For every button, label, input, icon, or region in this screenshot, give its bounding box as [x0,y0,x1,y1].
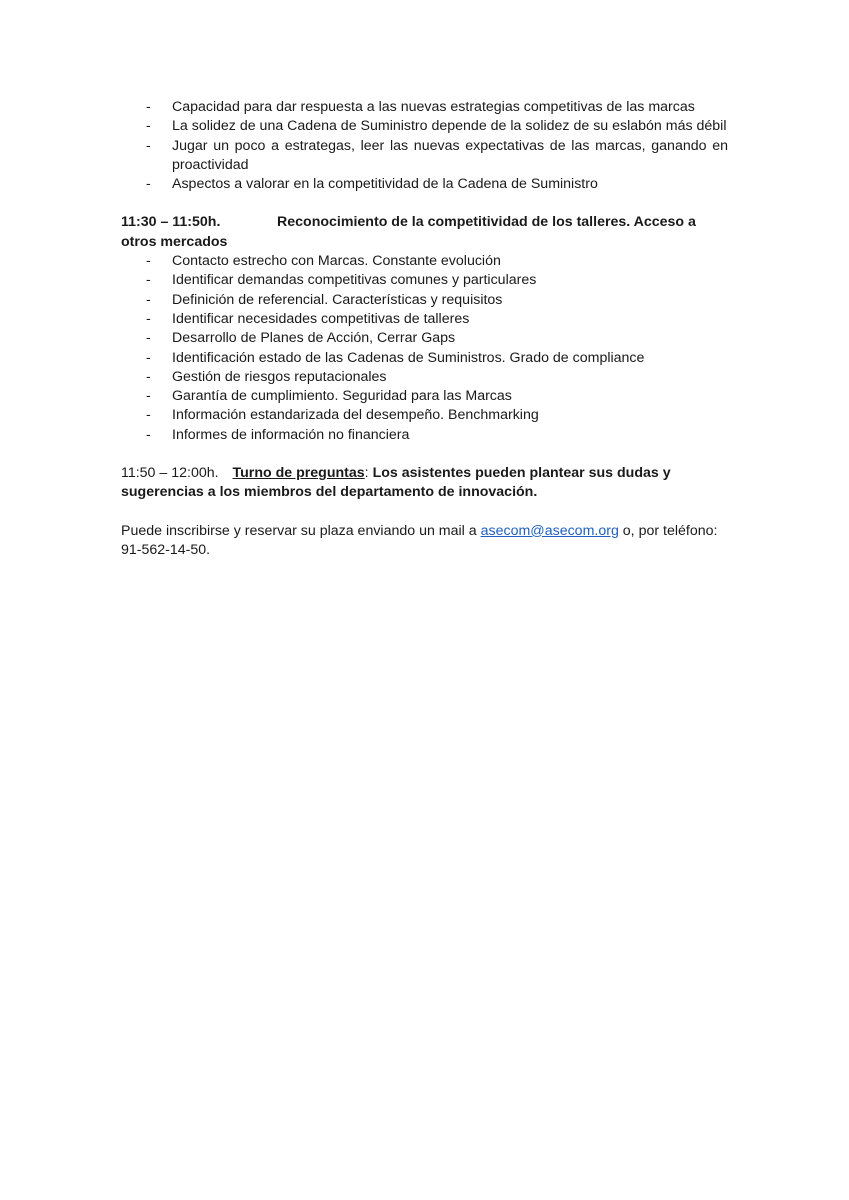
list-dash: - [146,407,151,424]
list-item-text: La solidez de una Cadena de Suministro depende de la solidez de su eslabón más débil [172,118,727,135]
list-item-text: Información estandarizada del desempeño. Benchmarking [172,407,539,424]
questions-description: Los asistentes pueden plantear sus dudas y sugerencias a los miembros del departamento de innovación. [121,465,671,501]
contact-paragraph [121,522,728,561]
document-page [121,98,728,560]
list-item [121,117,728,136]
list-item-text: Definición de referencial. Características y requisitos [172,291,503,308]
list-dash: - [146,99,151,115]
list-item-text: Capacidad para dar respuesta a las nuevas estrategias competitivas de las marcas [172,99,695,115]
list-item-text: Informes de información no financiera [172,426,410,443]
list-item-text: Garantía de cumplimiento. Seguridad para las Marcas [172,388,512,405]
questions-paragraph [121,464,728,503]
list-dash: - [146,118,151,135]
list-item-text: Desarrollo de Planes de Acción, Cerrar Gaps [172,330,456,347]
list-dash: - [146,330,151,347]
questions-label: Turno de preguntas [232,465,365,482]
section-heading [121,213,728,252]
list-item [121,252,728,271]
list-dash: - [146,253,151,270]
list-item-text: Identificación estado de las Cadenas de Suministros. Grado de compliance [172,349,645,366]
questions-colon: : [364,465,369,482]
intro-bullet-list [121,98,728,194]
list-item [121,349,728,368]
list-dash: - [146,368,151,385]
list-item [121,291,728,310]
list-item-text: Jugar un poco a estrategas, leer las nuevas expectativas de las marcas, ganando en proactividad [172,137,728,173]
list-item-text: Contacto estrecho con Marcas. Constante evolución [172,253,501,270]
list-item [121,329,728,348]
list-dash: - [146,349,151,366]
section-time: 11:30 – 11:50h. [121,214,221,231]
list-item [121,175,728,194]
questions-time: 11:50 – 12:00h. [121,465,219,482]
list-item [121,310,728,329]
list-dash: - [146,176,151,193]
list-item [121,98,728,117]
section-bullet-list [121,252,728,445]
list-dash: - [146,272,151,289]
list-item-text: Identificar demandas competitivas comunes y particulares [172,272,537,289]
list-dash: - [146,310,151,327]
list-item-text: Aspectos a valorar en la competitividad de la Cadena de Suministro [172,176,598,193]
contact-text-before: Puede inscribirse y reservar su plaza enviando un mail a [121,522,477,539]
section-title: Reconocimiento de la competitividad de los talleres. Acceso a otros mercados [121,214,696,250]
list-item [121,137,728,176]
email-link[interactable]: asecom@asecom.org [480,522,619,539]
list-dash: - [146,137,151,154]
contact-text-after: o, por teléfono: 91-562-14-50. [121,522,718,558]
list-item-text: Gestión de riesgos reputacionales [172,368,387,385]
list-item [121,426,728,445]
list-item-text: Identificar necesidades competitivas de talleres [172,310,470,327]
list-item [121,271,728,290]
list-dash: - [146,388,151,405]
list-item [121,406,728,425]
list-dash: - [146,426,151,443]
list-item [121,387,728,406]
list-item [121,368,728,387]
list-dash: - [146,291,151,308]
